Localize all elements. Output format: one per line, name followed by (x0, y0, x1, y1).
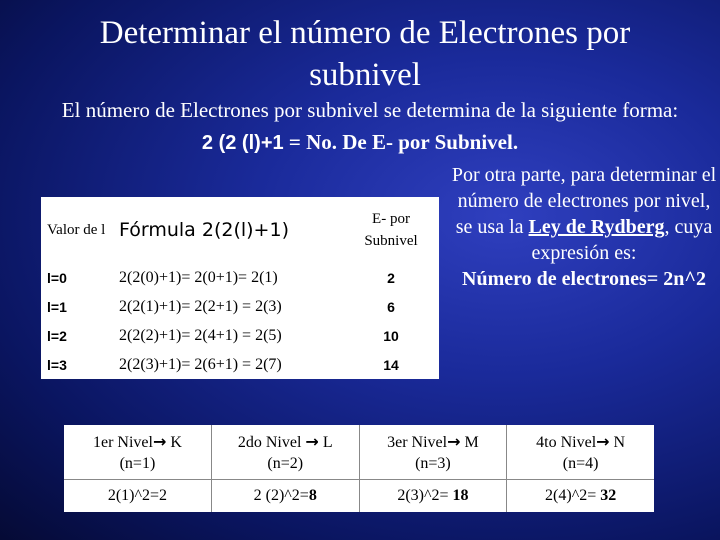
intro-formula (0, 130, 720, 155)
formula-part-1: 2 (2 (l (201, 132, 255, 154)
arrow-right-icon: → (152, 431, 167, 451)
nivel-label: 3er Nivel (387, 433, 448, 451)
nivel-label: 2do Nivel (237, 433, 306, 451)
subnivel-table (41, 197, 439, 379)
cell-electrons: 14 (383, 356, 399, 373)
slide-title: Determinar el número de Electrones por subnivel (99, 15, 631, 93)
rydberg-explanation (450, 162, 718, 292)
nivel-value (359, 480, 507, 513)
nivel-header (64, 425, 211, 480)
rydberg-formula: Número de electrones= 2n^2 (462, 268, 706, 290)
nivel-n: (n=3) (415, 454, 451, 472)
header-formula: Fórmula 2(2(l)+1) (119, 219, 289, 241)
nivel-header (211, 425, 359, 480)
table-row (64, 480, 654, 513)
rydberg-law-label: Ley de Rydberg (528, 216, 665, 238)
formula-part-2: )+1 (254, 132, 284, 154)
nivel-value (507, 480, 654, 513)
nivel-expr: 2 (2)^2= (253, 487, 309, 504)
cell-formula: 2(2(2)+1)= 2(4+1) = 2(5) (119, 326, 282, 344)
table-row (41, 350, 439, 379)
table-row (41, 263, 439, 292)
nivel-letter: M (460, 433, 479, 451)
cell-l: l=2 (47, 327, 67, 344)
cell-electrons: 6 (387, 298, 395, 315)
intro-text: El número de Electrones por subnivel se determina de la siguiente forma: (61, 98, 679, 122)
subnivel-table-header (41, 197, 439, 263)
cell-l: l=1 (47, 298, 67, 315)
nivel-label: 4to Nivel (536, 433, 597, 451)
arrow-right-icon: → (447, 431, 461, 451)
nivel-result: 8 (308, 487, 317, 504)
nivel-expr: 2(4)^2= (545, 487, 601, 504)
arrow-right-icon: → (596, 431, 610, 451)
cell-l: l=0 (47, 269, 67, 286)
explanation-text: Por otra parte, para determinar el número de electrones por nivel, se usa la (451, 164, 717, 238)
cell-electrons: 2 (387, 269, 395, 286)
nivel-n: (n=2) (267, 454, 304, 472)
nivel-header (359, 425, 507, 480)
nivel-expr: 2(3)^2= (397, 487, 453, 504)
nivel-table (64, 425, 654, 512)
cell-formula: 2(2(0)+1)= 2(0+1)= 2(1) (119, 268, 278, 286)
cell-electrons: 10 (383, 327, 399, 344)
nivel-label: 1er Nivel (92, 433, 153, 451)
nivel-value (64, 480, 211, 513)
header-valor: Valor de l (47, 222, 106, 238)
cell-l: l=3 (47, 356, 67, 373)
nivel-n: (n=1) (119, 454, 156, 472)
explanation-text-end: , cuya expresión es: (531, 216, 713, 264)
cell-formula: 2(2(3)+1)= 2(6+1) = 2(7) (119, 355, 282, 373)
nivel-table-header (64, 425, 654, 480)
nivel-header (507, 425, 654, 480)
nivel-n: (n=4) (562, 454, 599, 472)
nivel-letter: L (318, 433, 333, 451)
header-electrons: E- por Subnivel (364, 211, 418, 249)
nivel-letter: N (609, 433, 626, 451)
nivel-value (211, 480, 359, 513)
nivel-result: 2 (159, 487, 168, 504)
nivel-expr: 2(1)^2= (107, 487, 160, 504)
nivel-result: 18 (452, 487, 469, 504)
nivel-letter: K (166, 433, 182, 451)
table-row (41, 292, 439, 321)
arrow-right-icon: → (305, 431, 319, 451)
formula-part-3: = No. De E- por Subnivel. (283, 130, 519, 154)
nivel-result: 32 (600, 487, 617, 504)
table-row (41, 321, 439, 350)
cell-formula: 2(2(1)+1)= 2(2+1) = 2(3) (119, 297, 282, 315)
